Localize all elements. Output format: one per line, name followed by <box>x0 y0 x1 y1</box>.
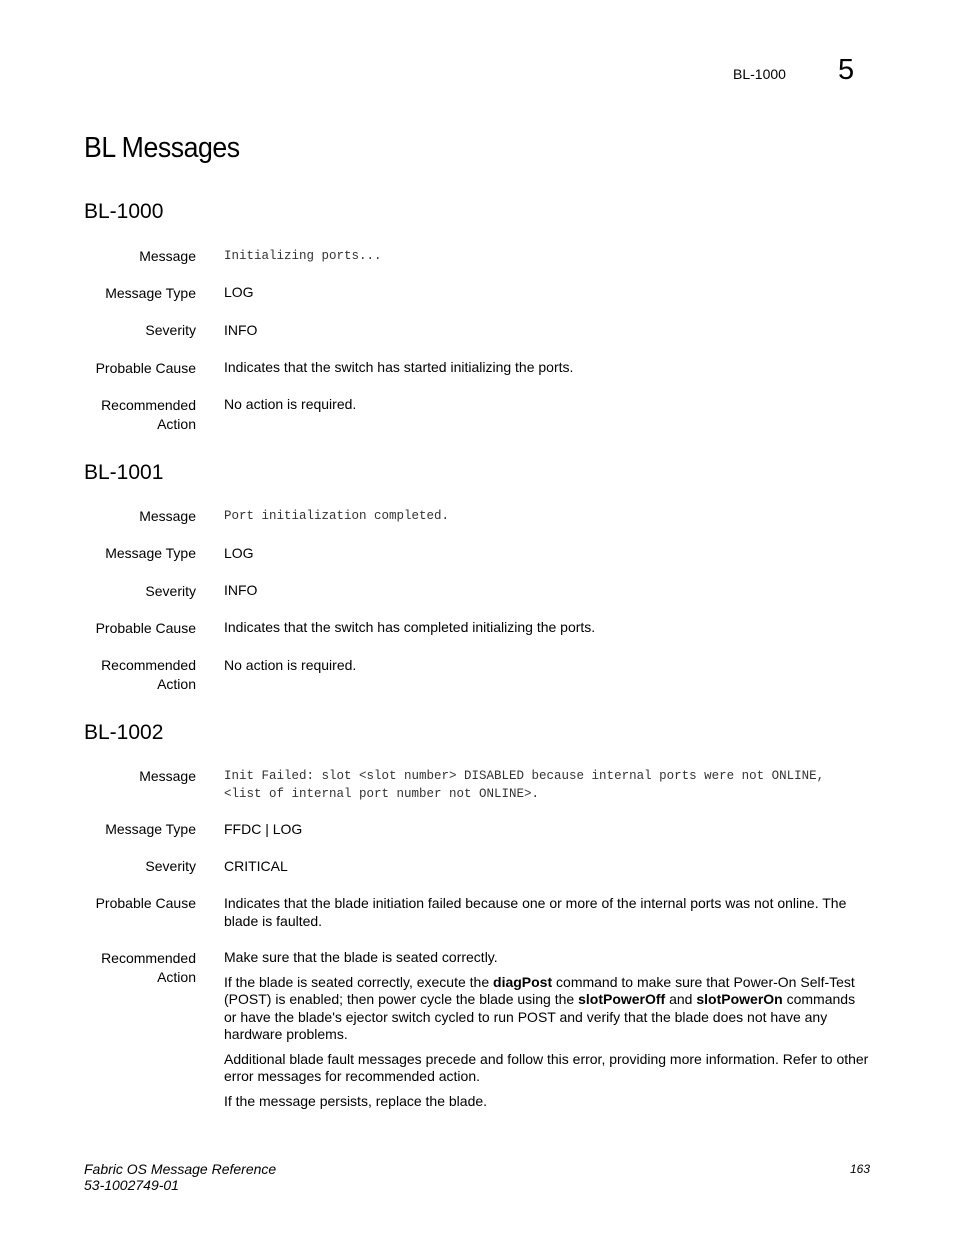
probable-cause-value: Indicates that the switch has completed initializing the ports. <box>224 619 596 635</box>
probable-cause-value: Indicates that the blade initiation failed because one or more of the internal ports was not online. The blade is faulted. <box>224 895 847 929</box>
footer-doc-info <box>84 1161 276 1193</box>
recommended-label-line2: Action <box>157 676 196 692</box>
message-label: Message <box>139 508 196 524</box>
footer-doc-title: Fabric OS Message Reference <box>84 1161 277 1177</box>
command-slotpoweroff: slotPowerOff <box>578 991 666 1007</box>
severity-label: Severity <box>145 583 196 599</box>
recommended-label-line1: Recommended <box>101 657 196 673</box>
action-text: If the blade is seated correctly, execute the <box>224 973 494 990</box>
message-text-line1: Init Failed: slot <slot number> DISABLED because internal ports were not ONLINE, <box>224 769 825 783</box>
message-type-label: Message Type <box>105 285 196 301</box>
message-type-label: Message Type <box>105 545 196 561</box>
command-diagpost: diagPost <box>493 973 553 990</box>
recommended-action-value <box>224 949 870 1117</box>
recommended-label-line2: Action <box>157 416 196 432</box>
section-heading-bl-1002: BL-1002 <box>84 721 164 744</box>
message-type-value: LOG <box>224 545 254 561</box>
action-paragraph-1: Make sure that the blade is seated correctly. <box>224 949 498 965</box>
severity-label: Severity <box>145 858 196 874</box>
footer-page-number: 163 <box>850 1162 871 1176</box>
probable-cause-label: Probable Cause <box>95 360 196 376</box>
recommended-label-line2: Action <box>157 969 196 985</box>
footer-doc-number: 53-1002749-01 <box>84 1177 179 1193</box>
action-text: and <box>665 991 697 1007</box>
severity-value: INFO <box>224 582 258 598</box>
action-text: command to make sure that Power-On Self-Test (POST) is enabled; then power cycle the blade using the <box>224 973 855 1007</box>
message-label: Message <box>139 248 196 264</box>
message-text: Port initialization completed. <box>224 509 450 523</box>
recommended-action-value: No action is required. <box>224 396 357 412</box>
page-title: BL Messages <box>84 132 240 164</box>
chapter-number: 5 <box>838 54 855 86</box>
recommended-action-label <box>60 396 196 434</box>
action-paragraph-4: If the message persists, replace the blade. <box>224 1092 488 1109</box>
message-type-value: LOG <box>224 284 254 300</box>
command-slotpoweron: slotPowerOn <box>696 991 783 1007</box>
severity-value: INFO <box>224 322 258 338</box>
message-text <box>224 768 874 803</box>
message-type-value: FFDC | LOG <box>224 821 303 837</box>
action-paragraph-3: Additional blade fault messages precede and follow this error, providing more information. Refer to other error messages for recommended action. <box>224 1050 869 1084</box>
message-type-label: Message Type <box>105 821 196 837</box>
section-heading-bl-1001: BL-1001 <box>84 461 164 484</box>
severity-value: CRITICAL <box>224 858 288 874</box>
action-text: commands or have the blade's ejector switch cycled to run POST and verify that the blade does not have any hardware problems. <box>224 991 856 1042</box>
section-heading-bl-1000: BL-1000 <box>84 200 164 223</box>
message-text: Initializing ports... <box>224 249 382 263</box>
severity-label: Severity <box>145 322 196 338</box>
recommended-label-line1: Recommended <box>101 950 196 966</box>
message-label: Message <box>139 768 196 784</box>
recommended-label-line1: Recommended <box>101 397 196 413</box>
running-header-code: BL-1000 <box>733 66 786 82</box>
probable-cause-label: Probable Cause <box>95 895 196 911</box>
action-paragraph-2 <box>224 974 870 1044</box>
recommended-action-label <box>60 656 196 694</box>
probable-cause-label: Probable Cause <box>95 620 196 636</box>
recommended-action-value: No action is required. <box>224 657 357 673</box>
probable-cause-value: Indicates that the switch has started initializing the ports. <box>224 359 574 375</box>
recommended-action-label <box>60 949 196 987</box>
message-text-line2: <list of internal port number not ONLINE>. <box>224 786 540 801</box>
